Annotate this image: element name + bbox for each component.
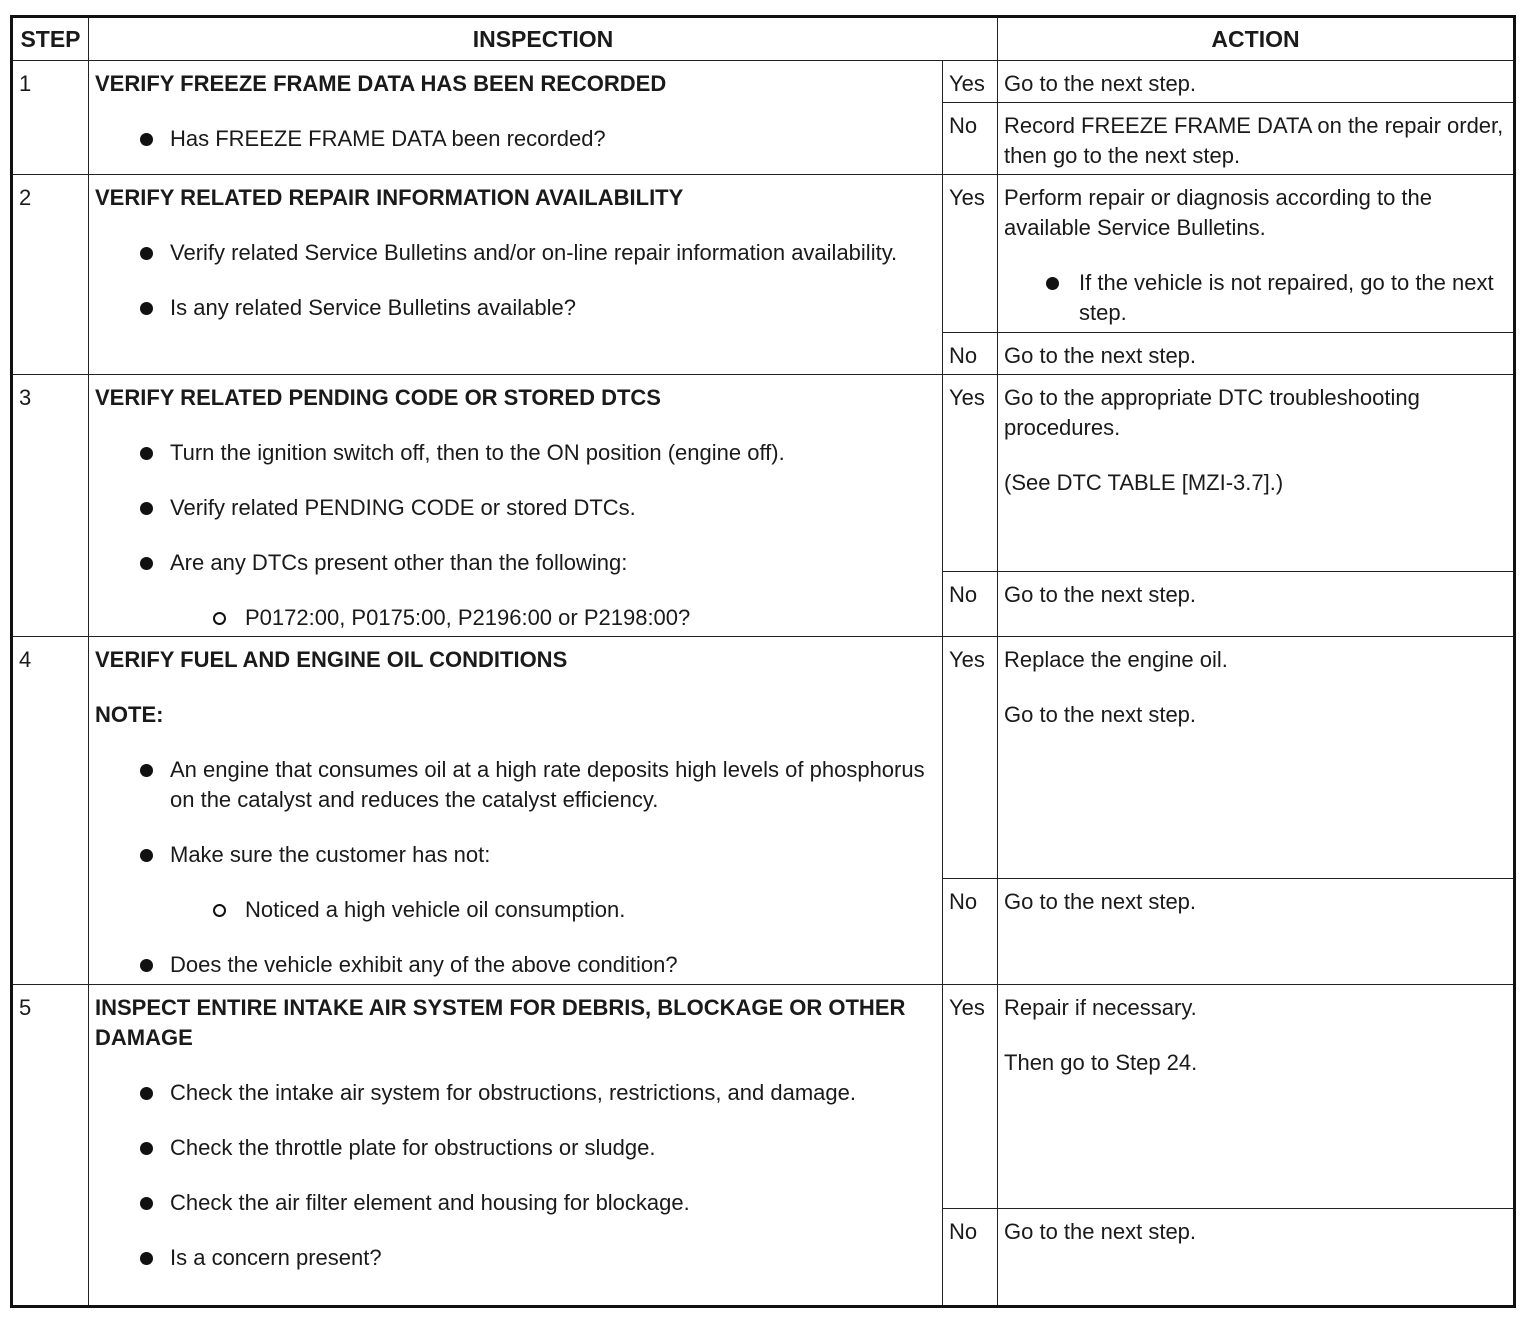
yes-label: Yes (943, 375, 998, 572)
step-title: VERIFY FUEL AND ENGINE OIL CONDITIONS (95, 647, 568, 672)
action-text: (See DTC TABLE [MZI-3.7].) (1004, 470, 1284, 495)
step-1-inspection (89, 61, 943, 175)
yes-label: Yes (943, 637, 998, 879)
step-header: STEP (12, 17, 89, 61)
no-label: No (943, 879, 998, 985)
action-bullet: If the vehicle is not repaired, go to the next step. (1004, 268, 1505, 328)
action-text: Repair if necessary. (1004, 995, 1197, 1020)
bullet-item: Is a concern present? (95, 1243, 930, 1273)
no-label: No (943, 572, 998, 637)
step-5-yes-row (12, 985, 1515, 1209)
action-text: Go to the next step. (1004, 71, 1197, 96)
step-3-inspection (89, 375, 943, 637)
step-2-inspection (89, 175, 943, 375)
step-5-inspection (89, 985, 943, 1307)
sub-bullet-item: P0172:00, P0175:00, P2196:00 or P2198:00? (95, 603, 930, 633)
step-number: 2 (12, 175, 89, 375)
no-label: No (943, 333, 998, 375)
header-row (12, 17, 1515, 61)
step-3-yes-row (12, 375, 1515, 572)
inspection-header: INSPECTION (89, 17, 998, 61)
no-action (998, 572, 1515, 637)
action-text: Go to the next step. (1004, 702, 1197, 727)
bullet-item: Is any related Service Bulletins available? (95, 293, 930, 323)
bullet-item: Check the air filter element and housing for blockage. (95, 1188, 930, 1218)
bullet-item: Are any DTCs present other than the following: (95, 548, 930, 578)
yes-action (998, 637, 1515, 879)
bullet-item: Has FREEZE FRAME DATA been recorded? (95, 124, 930, 154)
bullet-item: An engine that consumes oil at a high rate deposits high levels of phosphorus on the catalyst and reduces the catalyst efficiency. (95, 755, 930, 815)
action-header: ACTION (998, 17, 1515, 61)
bullet-item: Check the throttle plate for obstructions or sludge. (95, 1133, 930, 1163)
step-title: VERIFY RELATED REPAIR INFORMATION AVAILABILITY (95, 185, 684, 210)
action-text: Go to the next step. (1004, 343, 1197, 368)
yes-action (998, 61, 1515, 103)
yes-label: Yes (943, 985, 998, 1209)
step-title: VERIFY RELATED PENDING CODE OR STORED DTCS (95, 385, 661, 410)
step-number: 3 (12, 375, 89, 637)
bullet-item: Does the vehicle exhibit any of the above condition? (95, 950, 930, 980)
action-text: Perform repair or diagnosis according to the available Service Bulletins. (1004, 185, 1433, 240)
yes-action (998, 175, 1515, 333)
yes-label: Yes (943, 61, 998, 103)
action-text: Replace the engine oil. (1004, 647, 1228, 672)
action-text: Go to the appropriate DTC troubleshooting procedures. (1004, 385, 1420, 440)
sub-bullet-item: Noticed a high vehicle oil consumption. (95, 895, 930, 925)
step-2-yes-row (12, 175, 1515, 333)
action-text: Go to the next step. (1004, 889, 1197, 914)
yes-action (998, 985, 1515, 1209)
bullet-item: Turn the ignition switch off, then to the ON position (engine off). (95, 438, 930, 468)
step-4-yes-row (12, 637, 1515, 879)
bullet-item: Verify related PENDING CODE or stored DTCs. (95, 493, 930, 523)
diagnostic-table (10, 15, 1516, 1308)
bullet-item: Check the intake air system for obstructions, restrictions, and damage. (95, 1078, 930, 1108)
step-1-yes-row (12, 61, 1515, 103)
no-action (998, 103, 1515, 175)
action-text: Go to the next step. (1004, 582, 1197, 607)
action-text: Record FREEZE FRAME DATA on the repair order, then go to the next step. (1004, 113, 1504, 168)
no-action (998, 1209, 1515, 1307)
yes-label: Yes (943, 175, 998, 333)
step-4-inspection (89, 637, 943, 985)
no-action (998, 879, 1515, 985)
note-label: NOTE: (95, 702, 164, 727)
step-title: VERIFY FREEZE FRAME DATA HAS BEEN RECORDED (95, 71, 667, 96)
yes-action (998, 375, 1515, 572)
action-text: Then go to Step 24. (1004, 1050, 1198, 1075)
step-number: 4 (12, 637, 89, 985)
step-number: 5 (12, 985, 89, 1307)
bullet-item: Make sure the customer has not: (95, 840, 930, 870)
no-action (998, 333, 1515, 375)
action-text: Go to the next step. (1004, 1219, 1197, 1244)
no-label: No (943, 103, 998, 175)
bullet-item: Verify related Service Bulletins and/or on-line repair information availability. (95, 238, 930, 268)
no-label: No (943, 1209, 998, 1307)
step-title: INSPECT ENTIRE INTAKE AIR SYSTEM FOR DEBRIS, BLOCKAGE OR OTHER DAMAGE (95, 995, 906, 1050)
step-number: 1 (12, 61, 89, 175)
